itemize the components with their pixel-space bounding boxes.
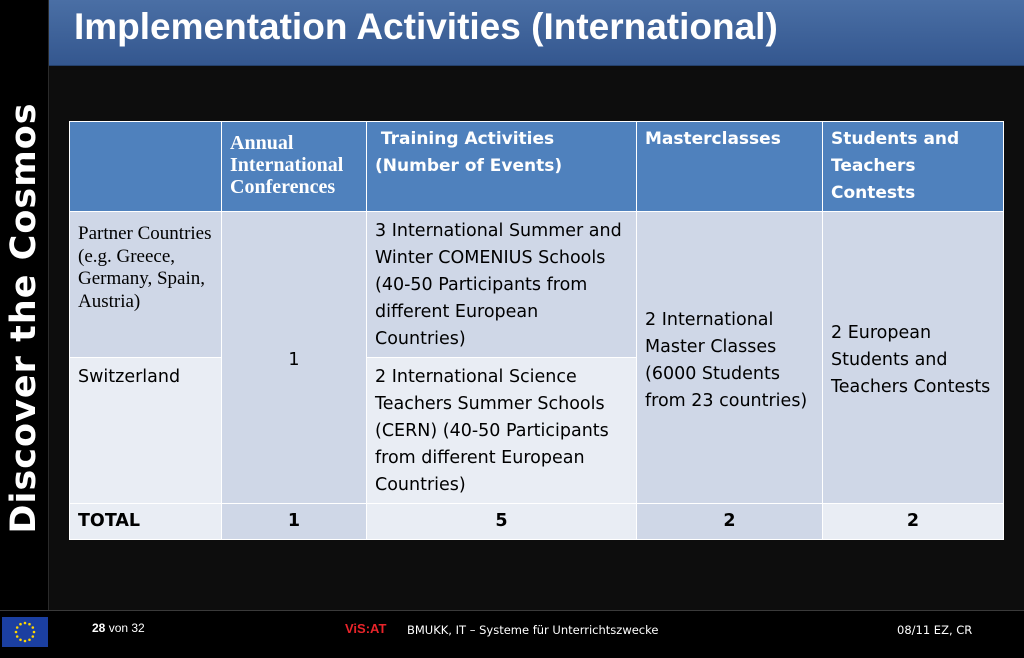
activities-table (69, 121, 1003, 540)
footer (0, 610, 1024, 658)
table-header-row (70, 122, 1004, 212)
row-label-partner: Partner Countries (e.g. Greece, Germany, Spain, Austria) (70, 212, 222, 358)
total-label: TOTAL (70, 504, 222, 540)
page-current: 28 (92, 621, 106, 635)
table-row (70, 212, 1004, 358)
cell-training-switzerland: 2 International Science Teachers Summer Schools (CERN) (40-50 Participants from different European Countries) (367, 358, 637, 504)
header-conferences: Annual International Conferences (222, 122, 367, 212)
header-contests: Students and Teachers Contests (823, 122, 1004, 212)
cell-training-partner: 3 International Summer and Winter COMENIUS Schools (40-50 Participants from different European Countries) (367, 212, 637, 358)
header-empty (70, 122, 222, 212)
title-bar (49, 0, 1024, 66)
brand-logo: ViS:AT (345, 621, 387, 636)
total-conferences: 1 (222, 504, 367, 540)
page-total: von 32 (108, 621, 145, 635)
slide-title: Implementation Activities (International) (74, 6, 778, 47)
row-label-switzerland: Switzerland (70, 358, 222, 504)
eu-flag-icon (2, 617, 48, 647)
header-training: Training Activities (Number of Events) (367, 122, 637, 212)
total-masterclasses: 2 (637, 504, 823, 540)
total-training: 5 (367, 504, 637, 540)
cell-conferences: 1 (222, 212, 367, 504)
sidebar (0, 0, 49, 610)
cell-masterclasses: 2 International Master Classes (6000 Students from 23 countries) (637, 212, 823, 504)
footer-date: 08/11 EZ, CR (897, 623, 973, 637)
table-total-row (70, 504, 1004, 540)
page-number (92, 621, 145, 635)
header-masterclasses: Masterclasses (637, 122, 823, 212)
organization-text: BMUKK, IT – Systeme für Unterrichtszwecke (407, 623, 659, 637)
cell-contests: 2 European Students and Teachers Contests (823, 212, 1004, 504)
sidebar-title: Discover the Cosmos (4, 102, 44, 534)
total-contests: 2 (823, 504, 1004, 540)
